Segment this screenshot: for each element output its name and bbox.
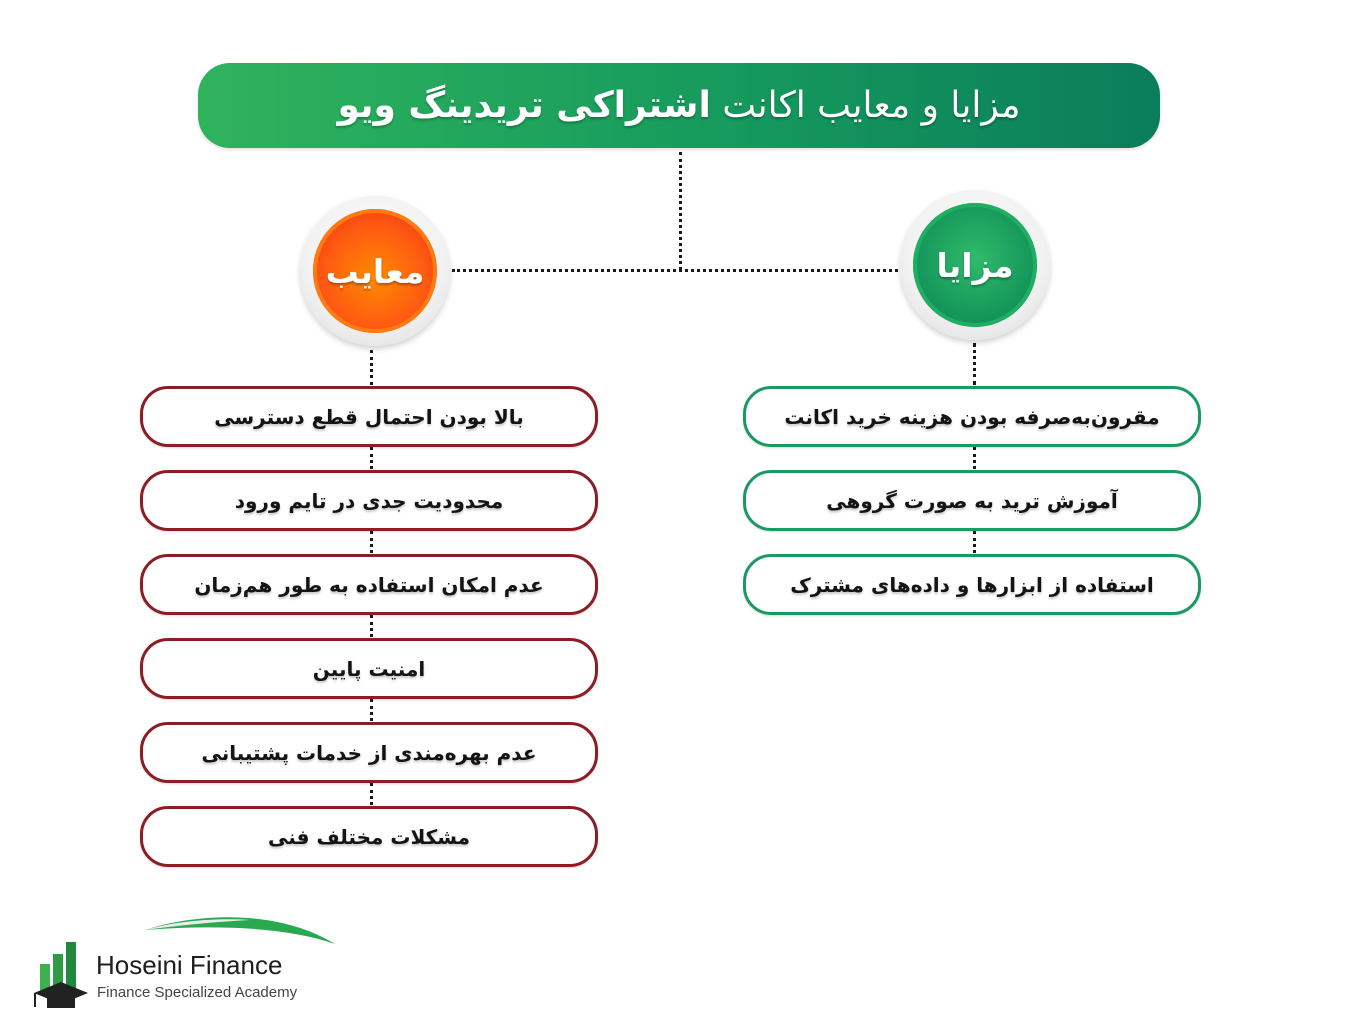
logo-swoosh-icon [140, 910, 340, 946]
connector-pros-2 [973, 531, 976, 553]
connector-cons-top [370, 350, 373, 385]
pros-item [743, 470, 1201, 531]
cons-item-text: بالا بودن احتمال قطع دسترسی [214, 404, 524, 429]
connector-cons-2 [370, 531, 373, 553]
cons-item [140, 554, 598, 615]
connector-horizontal [452, 269, 904, 272]
cons-item-text: مشکلات مختلف فنی [267, 824, 470, 849]
cons-label: معایب [325, 251, 425, 291]
cons-circle [300, 196, 450, 346]
pros-item-text: آموزش ترید به صورت گروهی [826, 488, 1118, 513]
cons-item-text: محدودیت جدی در تایم ورود [234, 488, 504, 513]
pros-circle [900, 190, 1050, 340]
pros-item [743, 554, 1201, 615]
pros-item-text: مقرون‌به‌صرفه بودن هزینه خرید اکانت [784, 404, 1160, 429]
connector-cons-4 [370, 699, 373, 721]
title-regular: مزایا و معایب اکانت [710, 85, 1021, 126]
cons-item [140, 386, 598, 447]
connector-cons-3 [370, 615, 373, 637]
logo-chart-icon [30, 938, 92, 1013]
connector-title-down [679, 152, 682, 270]
cons-item [140, 470, 598, 531]
pros-item-text: استفاده از ابزارها و داده‌های مشترک [790, 572, 1154, 597]
cons-item-text: عدم امکان استفاده به طور هم‌زمان [194, 572, 544, 597]
page-title-bar [198, 63, 1160, 148]
connector-pros-top [973, 343, 976, 385]
cons-item-text: امنیت پایین [312, 656, 426, 681]
logo [30, 910, 350, 1015]
cons-item-text: عدم بهره‌مندی از خدمات پشتیبانی [201, 740, 537, 765]
cons-circle-inner [313, 209, 437, 333]
title-bold: اشتراکی تریدینگ ویو [337, 85, 711, 126]
pros-label: مزایا [936, 245, 1014, 285]
cons-item [140, 722, 598, 783]
connector-pros-1 [973, 447, 976, 469]
connector-cons-1 [370, 447, 373, 469]
cons-item [140, 806, 598, 867]
pros-item [743, 386, 1201, 447]
logo-tagline: Finance Specialized Academy [97, 984, 298, 1001]
pros-circle-inner [913, 203, 1037, 327]
cons-item [140, 638, 598, 699]
logo-name: Hoseini Finance [96, 950, 283, 980]
connector-cons-5 [370, 783, 373, 805]
page-title [337, 85, 1020, 126]
